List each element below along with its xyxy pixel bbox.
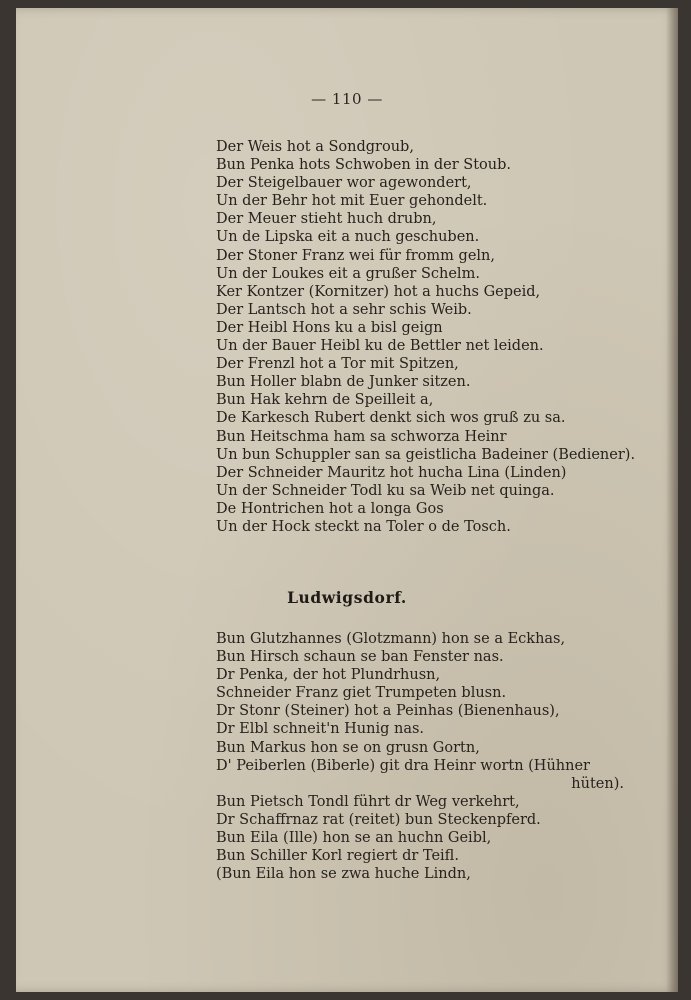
verse-line: Der Lantsch hot a sehr schis Weib. — [216, 301, 472, 318]
verse-line: Un der Loukes eit a grußer Schelm. — [216, 265, 480, 282]
verse-line: Der Meuer stieht huch drubn, — [216, 211, 437, 228]
book-page — [16, 8, 678, 992]
verse-line: De Karkesch Rubert denkt sich wos gruß zu sa. — [216, 410, 566, 427]
verse-line: Bun Heitschma ham sa schworza Heinr — [216, 428, 507, 445]
verse-line: Bun Eila (Ille) hon se an huchn Geibl, — [216, 830, 492, 847]
verse-line: Ker Kontzer (Kornitzer) hot a huchs Gepeid, — [216, 283, 541, 300]
verse-line: Un der Schneider Todl ku sa Weib net quinga. — [216, 482, 555, 499]
verse-line: (Bun Eila hon se zwa huche Lindn, — [216, 866, 471, 883]
verse-stanza-2 — [216, 630, 624, 883]
page-number: — 110 — — [311, 90, 383, 108]
verse-line: Un der Hock steckt na Toler o de Tosch. — [216, 518, 511, 535]
verse-line: Der Schneider Mauritz hot hucha Lina (Linden) — [216, 464, 567, 481]
verse-line: Un der Bauer Heibl ku de Bettler net leiden. — [216, 338, 544, 355]
verse-line: Bun Markus hon se on grusn Gortn, — [216, 739, 480, 756]
verse-line: Der Steigelbauer wor agewondert, — [216, 175, 472, 192]
verse-line: Bun Hak kehrn de Speilleit a, — [216, 392, 434, 409]
verse-line: Bun Holler blabn de Junker sitzen. — [216, 374, 471, 391]
verse-line: De Hontrichen hot a longa Gos — [216, 500, 444, 517]
verse-line: Un der Behr hot mit Euer gehondelt. — [216, 193, 488, 210]
verse-line: Bun Glutzhannes (Glotzmann) hon se a Eckhas, — [216, 631, 566, 647]
verse-line: Der Frenzl hot a Tor mit Spitzen, — [216, 356, 459, 373]
verse-line: Dr Stonr (Steiner) hot a Peinhas (Bienenhaus), — [216, 703, 560, 720]
verse-line: Dr Elbl schneit'n Hunig nas. — [216, 721, 425, 738]
verse-line: Dr Penka, der hot Plundrhusn, — [216, 667, 441, 684]
verse-line: Schneider Franz giet Trumpeten blusn. — [216, 685, 507, 702]
verse-line: Bun Penka hots Schwoben in der Stoub. — [216, 157, 512, 174]
verse-line: Der Weis hot a Sondgroub, — [216, 139, 414, 155]
verse-line: Bun Hirsch schaun se ban Fenster nas. — [216, 649, 504, 666]
verse-line-continuation: hüten). — [571, 775, 624, 792]
verse-line: Un de Lipska eit a nuch geschuben. — [216, 229, 480, 246]
verse-line: Der Heibl Hons ku a bisl geign — [216, 319, 443, 336]
verse-line: D' Peiberlen (Biberle) git dra Heinr wortn (Hühner — [216, 757, 590, 774]
page-edge-shadow — [666, 8, 678, 992]
verse-line: Un bun Schuppler san sa geistlicha Badeiner (Bediener). — [216, 446, 636, 463]
verse-line: Dr Schaffrnaz rat (reitet) bun Steckenpferd. — [216, 811, 541, 828]
section-heading: Ludwigsdorf. — [287, 588, 407, 607]
verse-stanza-1 — [216, 138, 635, 536]
verse-line: Bun Pietsch Tondl führt dr Weg verkehrt, — [216, 793, 520, 810]
verse-line: Bun Schiller Korl regiert dr Teifl. — [216, 848, 459, 865]
verse-line: Der Stoner Franz wei für fromm geln, — [216, 247, 495, 264]
